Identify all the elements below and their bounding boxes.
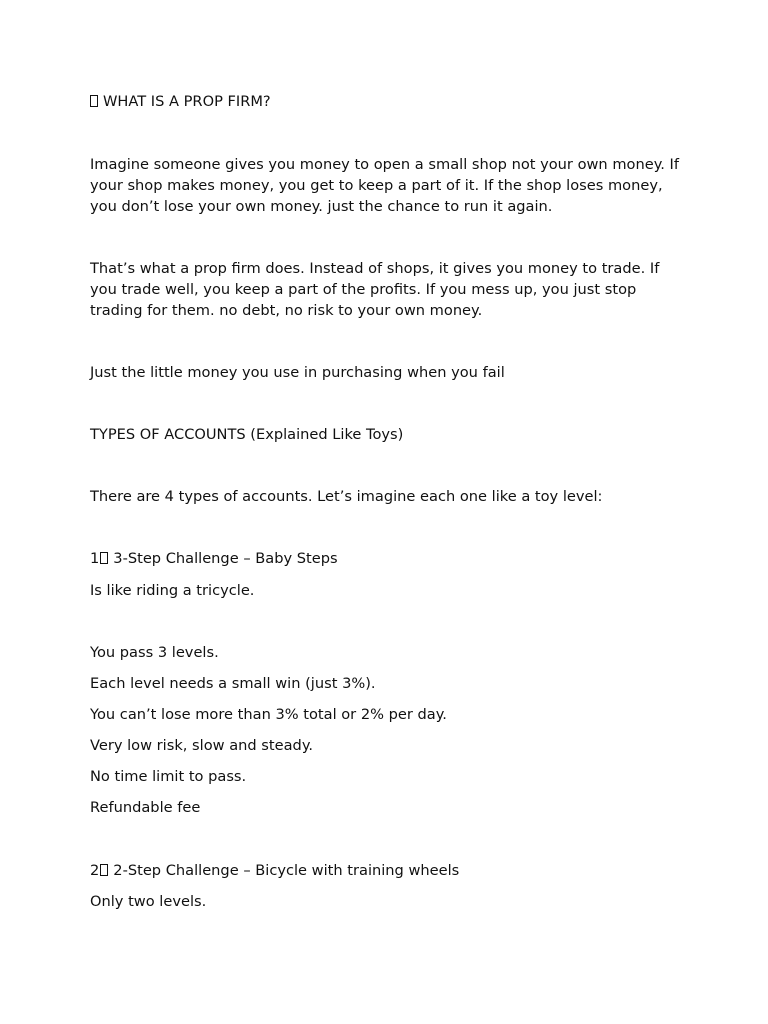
heading-text: WHAT IS A PROP FIRM? bbox=[103, 93, 271, 110]
intro-text: There are 4 types of accounts. Let’s imagine each one like a toy level: bbox=[90, 488, 603, 505]
item-1-number: 1 bbox=[90, 550, 100, 567]
item-2-subtitle: Only two levels. bbox=[90, 893, 207, 910]
paragraph-3: Just the little money you use in purchasing when you fail bbox=[90, 364, 505, 381]
paragraph-1: Imagine someone gives you money to open a small shop not your own money. If your shop makes money, you get to keep a part of it. If the shop loses money, you don’t lose your own money. just the chance to run it again. bbox=[90, 156, 679, 215]
item-2-title bbox=[90, 860, 459, 881]
heading bbox=[90, 91, 271, 112]
item-1-point: You can’t lose more than 3% total or 2% per day. bbox=[90, 706, 447, 723]
section-title: TYPES OF ACCOUNTS (Explained Like Toys) bbox=[90, 426, 404, 443]
item-1-point: Very low risk, slow and steady. bbox=[90, 737, 314, 754]
item-1-point: No time limit to pass. bbox=[90, 768, 247, 785]
item-1-point: Each level needs a small win (just 3%). bbox=[90, 675, 376, 692]
item-2-title-text: 2-Step Challenge – Bicycle with training wheels bbox=[113, 862, 460, 879]
item-1-point: Refundable fee bbox=[90, 799, 201, 816]
keycap-glyph-icon bbox=[100, 864, 108, 876]
item-1-title-text: 3-Step Challenge – Baby Steps bbox=[113, 550, 338, 567]
paragraph-2: That’s what a prop firm does. Instead of shops, it gives you money to trade. If you trade well, you keep a part of the profits. If you mess up, you just stop trading for them. no debt, no risk to your own money. bbox=[90, 260, 660, 319]
item-1-subtitle: Is like riding a tricycle. bbox=[90, 582, 255, 599]
item-2-number: 2 bbox=[90, 862, 100, 879]
missing-glyph-icon bbox=[90, 95, 98, 107]
keycap-glyph-icon bbox=[100, 552, 108, 564]
item-1-title bbox=[90, 548, 338, 569]
item-1-point: You pass 3 levels. bbox=[90, 644, 219, 661]
